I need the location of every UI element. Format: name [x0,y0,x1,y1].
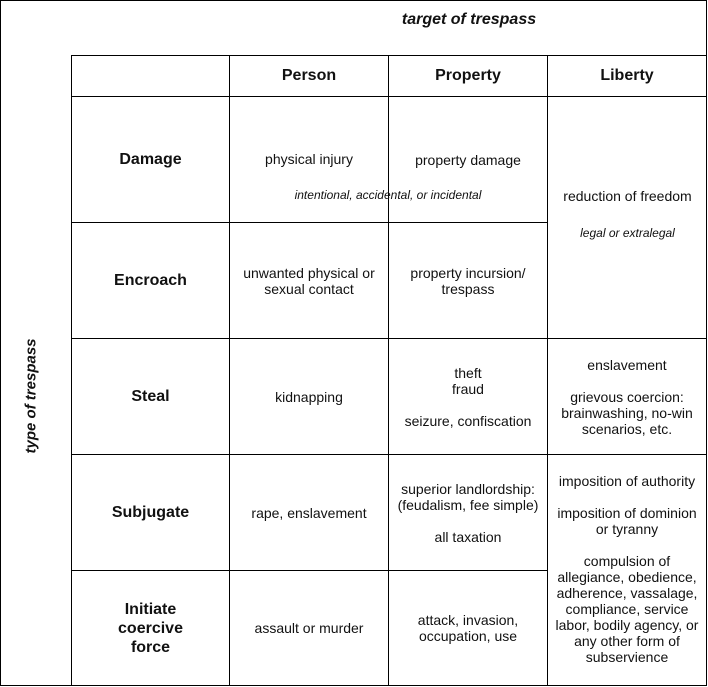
damage-person-text: physical injury [265,151,353,167]
encroach-person-text: unwanted physical or sexual contact [243,264,375,297]
row-header-initiate-coercive-force: Initiate coercive force [71,571,230,686]
cell-damage-person [230,97,389,223]
column-header-liberty: Liberty [548,55,707,97]
steal-theft-text: theft [454,364,482,381]
row-header-encroach: Encroach [71,223,230,339]
row-axis-title: type of trespass [22,338,40,454]
liberty-dominion-text: imposition of dominion or tyranny [557,505,697,537]
subjugate-landlordship-text: superior landlordship: (feudalism, fee simple) [397,480,539,513]
damage-property-text: property damage [415,152,521,168]
liberty-compulsion-text: compulsion of allegiance, obedience, adherence, vassalage, compliance, service labor, bodily agency, or any other form of subservience [555,553,699,665]
cell-damage-property [389,97,548,223]
liberty-reduction-note: legal or extralegal [580,226,675,240]
row-header-damage: Damage [71,97,230,223]
cell-subjugate-property [389,455,548,571]
liberty-authority-text: imposition of authority [558,473,696,489]
damage-note: intentional, accidental, or incidental [294,188,482,202]
cell-steal-liberty [548,339,707,455]
force-property-text: attack, invasion, occupation, use [417,612,519,644]
cell-steal-person [230,339,389,455]
cell-liberty-damage-encroach [548,97,707,339]
column-header-property: Property [389,55,548,97]
row-header-steal: Steal [71,339,230,455]
cell-liberty-subjugate-force [548,455,707,686]
steal-coercion-text: grievous coercion: brainwashing, no-win scenarios, etc. [561,388,693,437]
column-header-person: Person [230,55,389,97]
steal-seizure-text: seizure, confiscation [404,412,532,429]
liberty-reduction-text: reduction of freedom [563,188,692,204]
cell-force-person [230,571,389,686]
steal-enslavement-text: enslavement [587,356,667,373]
cell-encroach-person [230,223,389,339]
encroach-property-text: property incursion/ trespass [410,264,526,297]
cell-encroach-property [389,223,548,339]
steal-person-text: kidnapping [275,388,343,405]
column-axis-title: target of trespass [401,11,537,28]
cell-subjugate-person [230,455,389,571]
force-person-text: assault or murder [254,620,364,636]
corner-cell [71,55,230,97]
cell-force-property [389,571,548,686]
cell-steal-property [389,339,548,455]
steal-fraud-text: fraud [452,380,484,397]
subjugate-person-text: rape, enslavement [251,504,367,521]
row-header-subjugate: Subjugate [71,455,230,571]
subjugate-taxation-text: all taxation [434,528,502,545]
